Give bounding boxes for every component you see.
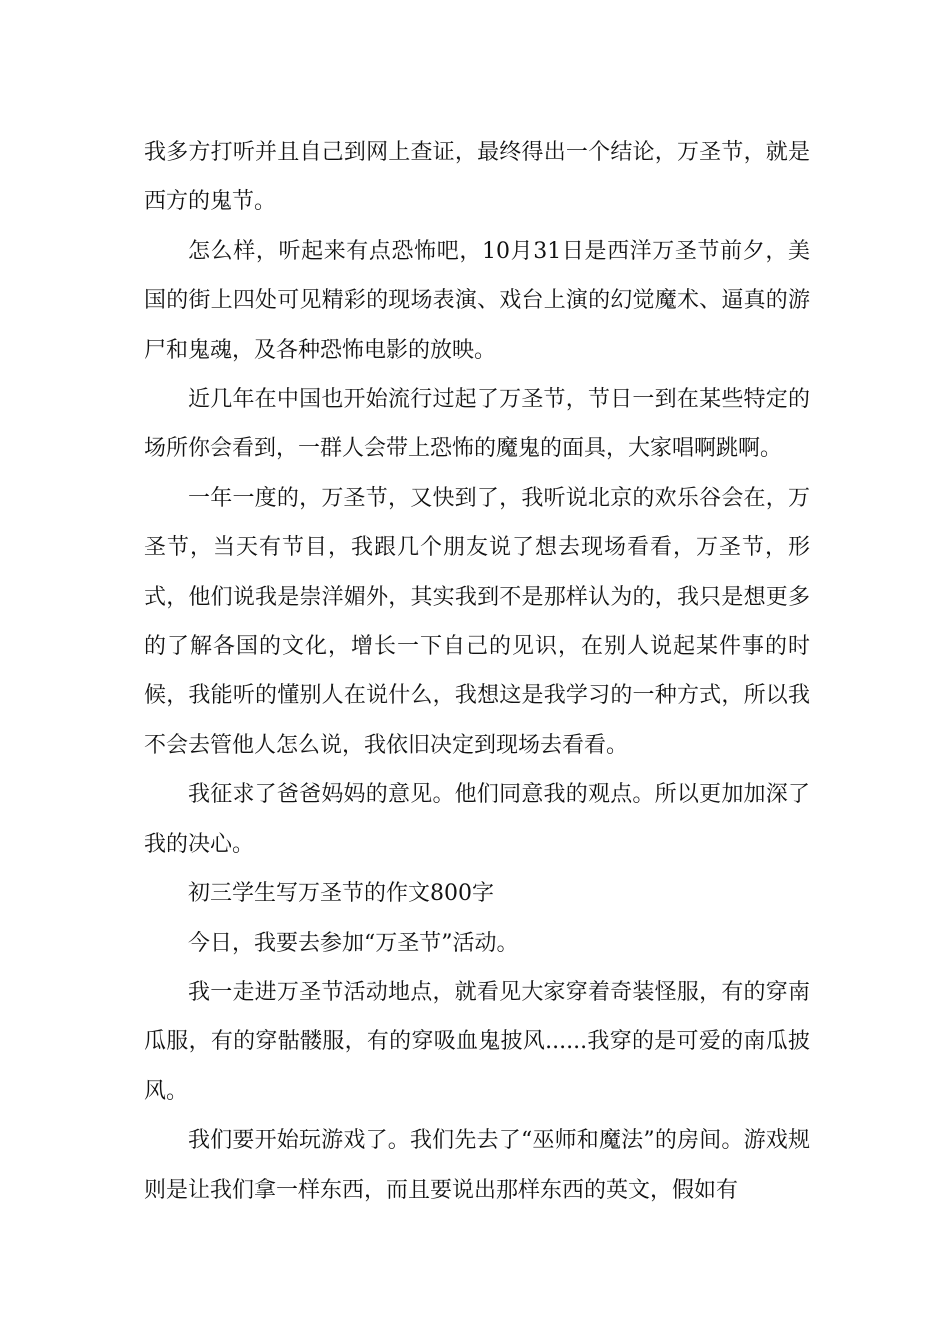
paragraph-1: 我多方打听并且自己到网上查证，最终得出一个结论，万圣节，就是西方的鬼节。 (144, 140, 810, 215)
essay-title: 初三学生写万圣节的作文800字 (188, 881, 494, 907)
paragraph-2: 怎么样，听起来有点恐怖吧，10月31日是西洋万圣节前夕，美国的街上四处可见精彩的现场表演、戏台上演的幻觉魔术、逼真的游尸和鬼魂，及各种恐怖电影的放映。 (144, 238, 810, 363)
paragraph-7: 今日，我要去参加“万圣节”活动。 (188, 930, 519, 956)
paragraph-9: 我们要开始玩游戏了。我们先去了“巫师和魔法”的房间。游戏规则是让我们拿一样东西，而且要说出那样东西的英文，假如有 (144, 1128, 810, 1203)
paragraph-5: 我征求了爸爸妈妈的意见。他们同意我的观点。所以更加加深了我的决心。 (144, 782, 810, 857)
paragraph-3: 近几年在中国也开始流行过起了万圣节，节日一到在某些特定的场所你会看到，一群人会带上恐怖的魔鬼的面具，大家唱啊跳啊。 (144, 387, 810, 462)
document-body (144, 128, 810, 1215)
paragraph-8: 我一走进万圣节活动地点，就看见大家穿着奇装怪服，有的穿南瓜服，有的穿骷髅服，有的穿吸血鬼披风......我穿的是可爱的南瓜披风。 (144, 979, 810, 1104)
paragraph-4: 一年一度的，万圣节，又快到了，我听说北京的欢乐谷会在，万圣节，当天有节目，我跟几个朋友说了想去现场看看，万圣节，形式，他们说我是崇洋媚外，其实我到不是那样认为的，我只是想更多的了解各国的文化，增长一下自己的见识，在别人说起某件事的时候，我能听的懂别人在说什么，我想这是我学习的一种方式，所以我不会去管他人怎么说，我依旧决定到现场去看看。 (144, 485, 810, 758)
